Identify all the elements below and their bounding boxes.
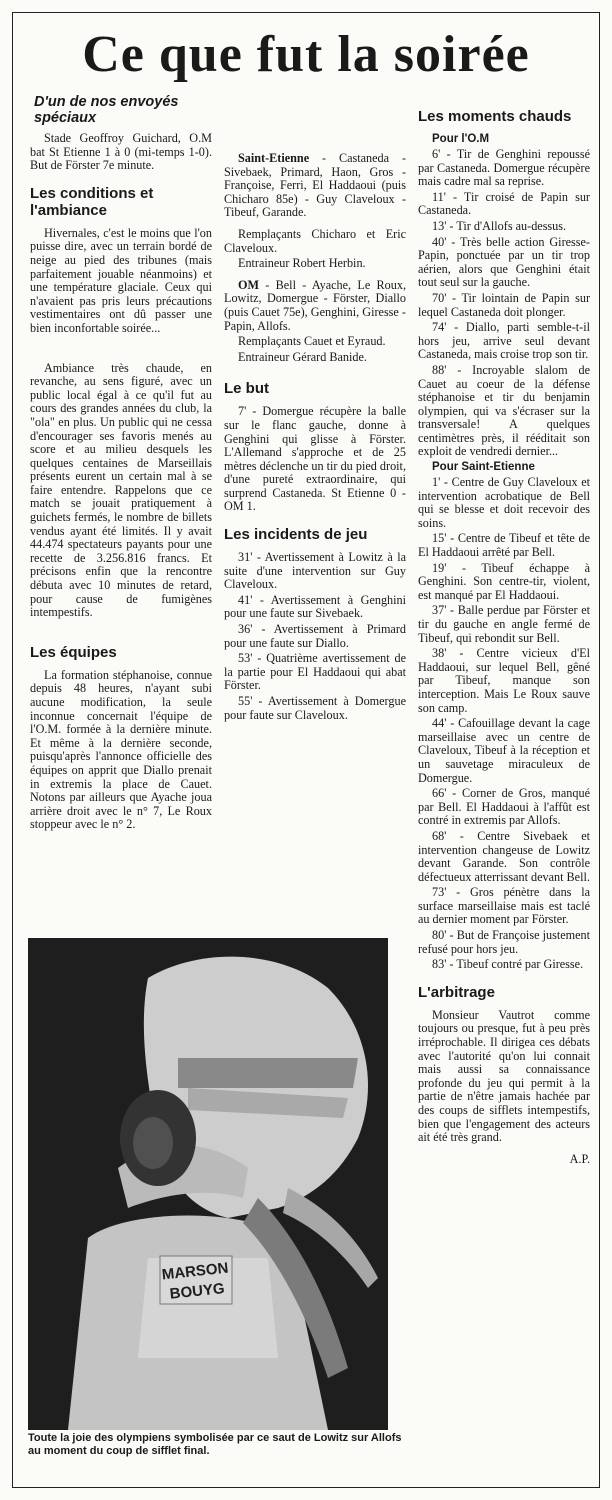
signature: A.P. bbox=[569, 1151, 590, 1166]
ste-coach: Entraineur Robert Herbin. bbox=[238, 256, 366, 271]
column-3 bbox=[418, 108, 590, 1166]
photo-caption: Toute la joie des olympiens symbolisée par ce saut de Lowitz sur Allofs au moment du coup de sifflet final. bbox=[28, 1432, 402, 1457]
ste-lineup-paragraph bbox=[224, 152, 406, 220]
moment-item: 38' - Centre vicieux d'El Haddaoui, sur lequel Bell, gêné par Tibeuf, manque son interception. Mais Le Roux sauve son camp. bbox=[418, 646, 590, 715]
arbitrage-paragraph: Monsieur Vautrot comme toujours ou presque, fut à peu près irréprochable. Il dirigea ces débats avec l'autorité qu'on lui connait mais aussi sa connaissance profonde du jeu qui permit à la partie de n'être jamais hachée par des coups de sifflets intempestifs, bien que l'engagement des acteurs ait été très grand. bbox=[418, 1007, 590, 1145]
headline: Ce que fut la soirée bbox=[82, 26, 530, 83]
arbitrage-heading: L'arbitrage bbox=[418, 983, 495, 1001]
moment-item: 73' - Gros pénètre dans la surface marseillaise mais est taclé au dernier moment par Förster. bbox=[418, 885, 590, 927]
photo-illustration bbox=[28, 938, 388, 1430]
moment-item: 37' - Balle perdue par Förster et tir du gauche en angle fermé de Tibeuf, qui rebondit sur Bell. bbox=[418, 603, 590, 645]
om-subs: Remplaçants Cauet et Eyraud. bbox=[238, 334, 386, 349]
moment-item: 74' - Diallo, parti semble-t-il hors jeu, arrive seul devant Castaneda, mais croise trop son tir. bbox=[418, 320, 590, 362]
moment-item: 13' - Tir d'Allofs au-dessus. bbox=[432, 218, 567, 233]
moment-item: 83' - Tibeuf contré par Giresse. bbox=[432, 957, 584, 972]
moment-item: 19' - Tibeuf échappe à Genghini. Son centre-tir, violent, est manqué par El Haddaoui. bbox=[418, 560, 590, 602]
om-moments-subheading: Pour l'O.M bbox=[432, 133, 490, 145]
ste-label: Saint-Etienne bbox=[238, 151, 310, 165]
shirt-text-2: BOUYG bbox=[168, 1280, 226, 1303]
conditions-paragraph-2: Ambiance très chaude, en revanche, au sens figuré, avec un public local égal à ce qu'il fut au cours des grandes années du club, la "ola" en plus. Un public qui ne cessa d'encourager ses favoris menés au score et au milieu desquels les quelques centaines de Marseillais présents eurent un certain mal à se faire entendre. Rappelons que ce match se jouait pratiquement à guichets fermés, le nombre de billets vendus ayant été limités. Il y avait 44.474 spectateurs payants pour une recette de 3.256.816 francs. Et précisons enfin que la rencontre débuta avec 10 minutes de retard, pour cause de fumigènes intempestifs. bbox=[30, 360, 212, 620]
intro-paragraph: Stade Geoffroy Guichard, O.M bat St Etienne 1 à 0 (mi-temps 1-0). But de Förster 7e minute. bbox=[30, 131, 212, 173]
incidents-heading: Les incidents de jeu bbox=[224, 526, 368, 544]
but-paragraph: 7' - Domergue récupère la balle sur le flanc gauche, donne à Genghini qui glisse à Förster. L'Allemand s'approche et de 25 mètres déclenche un tir du pied droit, d'une pureté extraordinaire, qui surprend Castaneda. St Etienne 0 - OM 1. bbox=[224, 404, 406, 514]
moment-item: 11' - Tir croisé de Papin sur Castaneda. bbox=[418, 189, 590, 218]
column-1 bbox=[30, 94, 212, 840]
ste-subs: Remplaçants Chicharo et Eric Claveloux. bbox=[224, 226, 406, 255]
moments-heading: Les moments chauds bbox=[418, 108, 572, 125]
ste-moments-subheading: Pour Saint-Etienne bbox=[432, 461, 535, 474]
match-photo bbox=[28, 938, 388, 1430]
moment-item: 6' - Tir de Genghini repoussé par Castaneda. Domergue récupère mais cadre mal sa reprise. bbox=[418, 147, 590, 189]
moment-item: 40' - Très belle action Giresse-Papin, ponctuée par un tir trop aérien, alors que Genghini était tout seul sur la gauche. bbox=[418, 234, 590, 290]
om-coach: Entraineur Gérard Banide. bbox=[238, 349, 367, 364]
moment-item: 80' - But de Françoise justement refusé pour hors jeu. bbox=[418, 928, 590, 956]
but-heading: Le but bbox=[224, 380, 269, 398]
moment-item: 15' - Centre de Tibeuf et tête de El Haddaoui arrêté par Bell. bbox=[418, 531, 590, 560]
incident-item: 55' - Avertissement à Domergue pour faute sur Claveloux. bbox=[224, 694, 406, 722]
equipes-heading: Les équipes bbox=[30, 643, 117, 661]
incident-item: 31' - Avertissement à Lowitz à la suite d'une intervention sur Guy Claveloux. bbox=[224, 550, 406, 592]
conditions-heading: Les conditions et l'ambiance bbox=[30, 184, 154, 219]
shirt-text-1: MARSON bbox=[161, 1259, 230, 1284]
om-lineup: - Bell - Ayache, Le Roux, Lowitz, Domergue - Förster, Diallo (puis Cauet 75e), Genghini, Giresse - Papin, Allofs. bbox=[224, 277, 406, 333]
moment-item: 44' - Cafouillage devant la cage marseillaise avec un centre de Claveloux, Tibeuf à la réception et un sauvetage miraculeux de Domergue. bbox=[418, 716, 590, 785]
column-2 bbox=[224, 90, 406, 724]
incident-item: 36' - Avertissement à Primard pour une faute sur Diallo. bbox=[224, 622, 406, 650]
om-label: OM bbox=[238, 277, 259, 292]
equipes-paragraph: La formation stéphanoise, connue depuis 48 heures, n'ayant subi aucune modification, la seule inconnue concernait l'équipe de l'O.M. formée à la dernière minute. Et même à la dernière seconde, puisqu'après l'annonce officielle des équipes on apprit que Diallo prenait in extremis la place de Cauet. Notons par ailleurs que Ayache joua arrière droit avec le n° 7, Le Roux stoppeur avec le n° 2. bbox=[30, 667, 212, 832]
om-lineup-paragraph bbox=[224, 279, 406, 333]
incident-item: 53' - Quatrième avertissement de la partie pour El Haddaoui qui abat Förster. bbox=[224, 651, 406, 693]
ste-lineup: - Castaneda - Sivebaek, Primard, Haon, Gros - Françoise, Ferri, El Haddaoui (puis Chicharo 85e) - Guy Claveloux - Tibeuf, Garande. bbox=[224, 151, 406, 220]
moment-item: 88' - Incroyable slalom de Cauet au coeur de la défense stéphanoise et tir du benjamin olympien, qui va s'écraser sur la transversale! A quelques centimètres près, il rééditait son exploit de vendredi dernier... bbox=[418, 362, 590, 459]
moment-item: 66' - Corner de Gros, manqué par Bell. El Haddaoui à l'affût est contré in extremis par Allofs. bbox=[418, 786, 590, 828]
conditions-paragraph-1: Hivernales, c'est le moins que l'on puisse dire, avec un terrain bordé de neige au pied des tribunes (mais parfaitement jouable néanmoins) et une température glaciale. Ceux qui n'avaient pas pris leurs précautions vestimentaires ont dû passer une bien inconfortable soirée... bbox=[30, 225, 212, 335]
moment-item: 68' - Centre Sivebaek et intervention changeuse de Lowitz devant Garande. Son contrôle défectueux atterrissant devant Bell. bbox=[418, 828, 590, 884]
moment-item: 1' - Centre de Guy Claveloux et intervention acrobatique de Bell qui se blesse et doit recevoir des soins. bbox=[418, 475, 590, 530]
moment-item: 70' - Tir lointain de Papin sur lequel Castaneda doit plonger. bbox=[418, 290, 590, 319]
incident-item: 41' - Avertissement à Genghini pour une faute sur Sivebaek. bbox=[224, 592, 406, 621]
kicker: D'un de nos envoyés spéciaux bbox=[34, 94, 179, 126]
